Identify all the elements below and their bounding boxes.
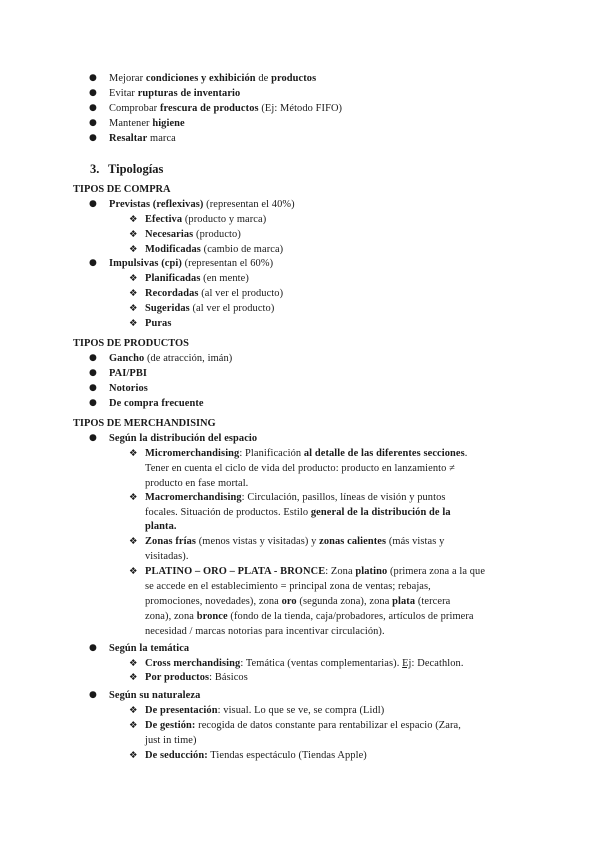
impulsivas-item-3: Sugeridas (al ver el producto)	[145, 303, 275, 314]
merch-espacio: Según la distribución del espacio	[109, 433, 258, 444]
section-number: 3.	[90, 162, 100, 176]
compra-header: TIPOS DE COMPRA	[73, 184, 171, 195]
merch-header: TIPOS DE MERCHANDISING	[73, 418, 216, 429]
diamond-bullet-icon: ❖	[129, 318, 138, 329]
previstas-item-2: Necesarias (producto)	[145, 229, 241, 240]
intro-item-5: Resaltar marca	[109, 133, 176, 144]
diamond-bullet-icon: ❖	[129, 536, 138, 547]
platino-line-1: PLATINO – ORO – PLATA - BRONCE: Zona platino (primera zona a la que	[145, 566, 486, 577]
merch-naturaleza: Según su naturaleza	[109, 690, 201, 701]
bullet-icon: ●	[89, 258, 97, 268]
diamond-bullet-icon: ❖	[129, 229, 138, 240]
bullet-icon: ●	[89, 433, 97, 443]
previstas-item-1: Efectiva (producto y marca)	[145, 214, 267, 225]
micro-line-2: Tener en cuenta el ciclo de vida del producto: producto en lanzamiento ≠	[145, 463, 455, 474]
bullet-icon: ●	[89, 690, 97, 700]
diamond-bullet-icon: ❖	[129, 214, 138, 225]
platino-line-5: necesidad / marcas notorias para incentivar circulación).	[145, 626, 385, 637]
diamond-bullet-icon: ❖	[129, 492, 138, 503]
macro-line-1: Macromerchandising: Circulación, pasillos, líneas de visión y puntos	[145, 492, 446, 503]
previstas-item-3: Modificadas (cambio de marca)	[145, 244, 284, 255]
intro-item-2: Evitar rupturas de inventario	[109, 88, 241, 99]
bullet-icon: ●	[89, 353, 97, 363]
bullet-icon: ●	[89, 73, 97, 83]
impulsivas-item-2: Recordadas (al ver el producto)	[145, 288, 284, 299]
cross-merch: Cross merchandising: Temática (ventas complementarias). Ej: Decathlon.	[145, 658, 464, 669]
bullet-icon: ●	[89, 103, 97, 113]
macro-line-3: planta.	[145, 521, 177, 532]
intro-item-3: Comprobar frescura de productos (Ej: Método FIFO)	[109, 103, 343, 114]
diamond-bullet-icon: ❖	[129, 288, 138, 299]
platino-line-4: zona), zona bronce (fondo de la tienda, caja/probadores, artículos de primera	[145, 611, 474, 622]
productos-item-1: Gancho (de atracción, imán)	[109, 353, 233, 364]
productos-item-3: Notorios	[109, 383, 148, 394]
productos-item-4: De compra frecuente	[109, 398, 204, 409]
compra-previstas: Previstas (reflexivas) (representan el 40%)	[109, 199, 295, 210]
intro-item-1: Mejorar condiciones y exhibición de productos	[109, 73, 317, 84]
micro-line-1: Micromerchandising: Planificación al detalle de las diferentes secciones.	[145, 448, 468, 459]
bullet-icon: ●	[89, 118, 97, 128]
section-title: Tipologías	[108, 162, 164, 176]
diamond-bullet-icon: ❖	[129, 658, 138, 669]
de-presentacion: De presentación: visual. Lo que se ve, se compra (Lidl)	[145, 705, 385, 716]
compra-impulsivas: Impulsivas (cpi) (representan el 60%)	[109, 258, 274, 269]
bullet-icon: ●	[89, 133, 97, 143]
diamond-bullet-icon: ❖	[129, 672, 138, 683]
bullet-icon: ●	[89, 383, 97, 393]
bullet-icon: ●	[89, 643, 97, 653]
zonas-line-1: Zonas frías (menos vistas y visitadas) y zonas calientes (más vistas y	[145, 536, 445, 547]
diamond-bullet-icon: ❖	[129, 566, 138, 577]
impulsivas-item-1: Planificadas (en mente)	[145, 273, 249, 284]
de-gestion-line-2: just in time)	[145, 735, 197, 746]
bullet-icon: ●	[89, 398, 97, 408]
diamond-bullet-icon: ❖	[129, 303, 138, 314]
productos-item-2: PAI/PBI	[109, 368, 148, 379]
diamond-bullet-icon: ❖	[129, 244, 138, 255]
micro-line-3: producto en fase mortal.	[145, 478, 249, 489]
diamond-bullet-icon: ❖	[129, 720, 138, 731]
impulsivas-item-4: Puras	[145, 318, 172, 329]
bullet-icon: ●	[89, 368, 97, 378]
diamond-bullet-icon: ❖	[129, 705, 138, 716]
platino-line-3: promociones, novedades), zona oro (segunda zona), zona plata (tercera	[145, 596, 451, 607]
de-seduccion: De seducción: Tiendas espectáculo (Tiendas Apple)	[145, 750, 367, 761]
diamond-bullet-icon: ❖	[129, 448, 138, 459]
platino-line-2: se accede en el establecimiento = principal zona de ventas; rebajas,	[145, 581, 431, 592]
merch-tematica: Según la temática	[109, 643, 190, 654]
macro-line-2: focales. Situación de productos. Estilo general de la distribución de la	[145, 507, 451, 518]
de-gestion-line-1: De gestión: recogida de datos constante para rentabilizar el espacio (Zara,	[145, 720, 461, 731]
diamond-bullet-icon: ❖	[129, 750, 138, 761]
bullet-icon: ●	[89, 88, 97, 98]
diamond-bullet-icon: ❖	[129, 273, 138, 284]
intro-item-4: Mantener higiene	[109, 118, 185, 129]
por-productos: Por productos: Básicos	[145, 672, 248, 683]
bullet-icon: ●	[89, 199, 97, 209]
zonas-line-2: visitadas).	[145, 551, 189, 562]
productos-header: TIPOS DE PRODUCTOS	[73, 338, 189, 349]
